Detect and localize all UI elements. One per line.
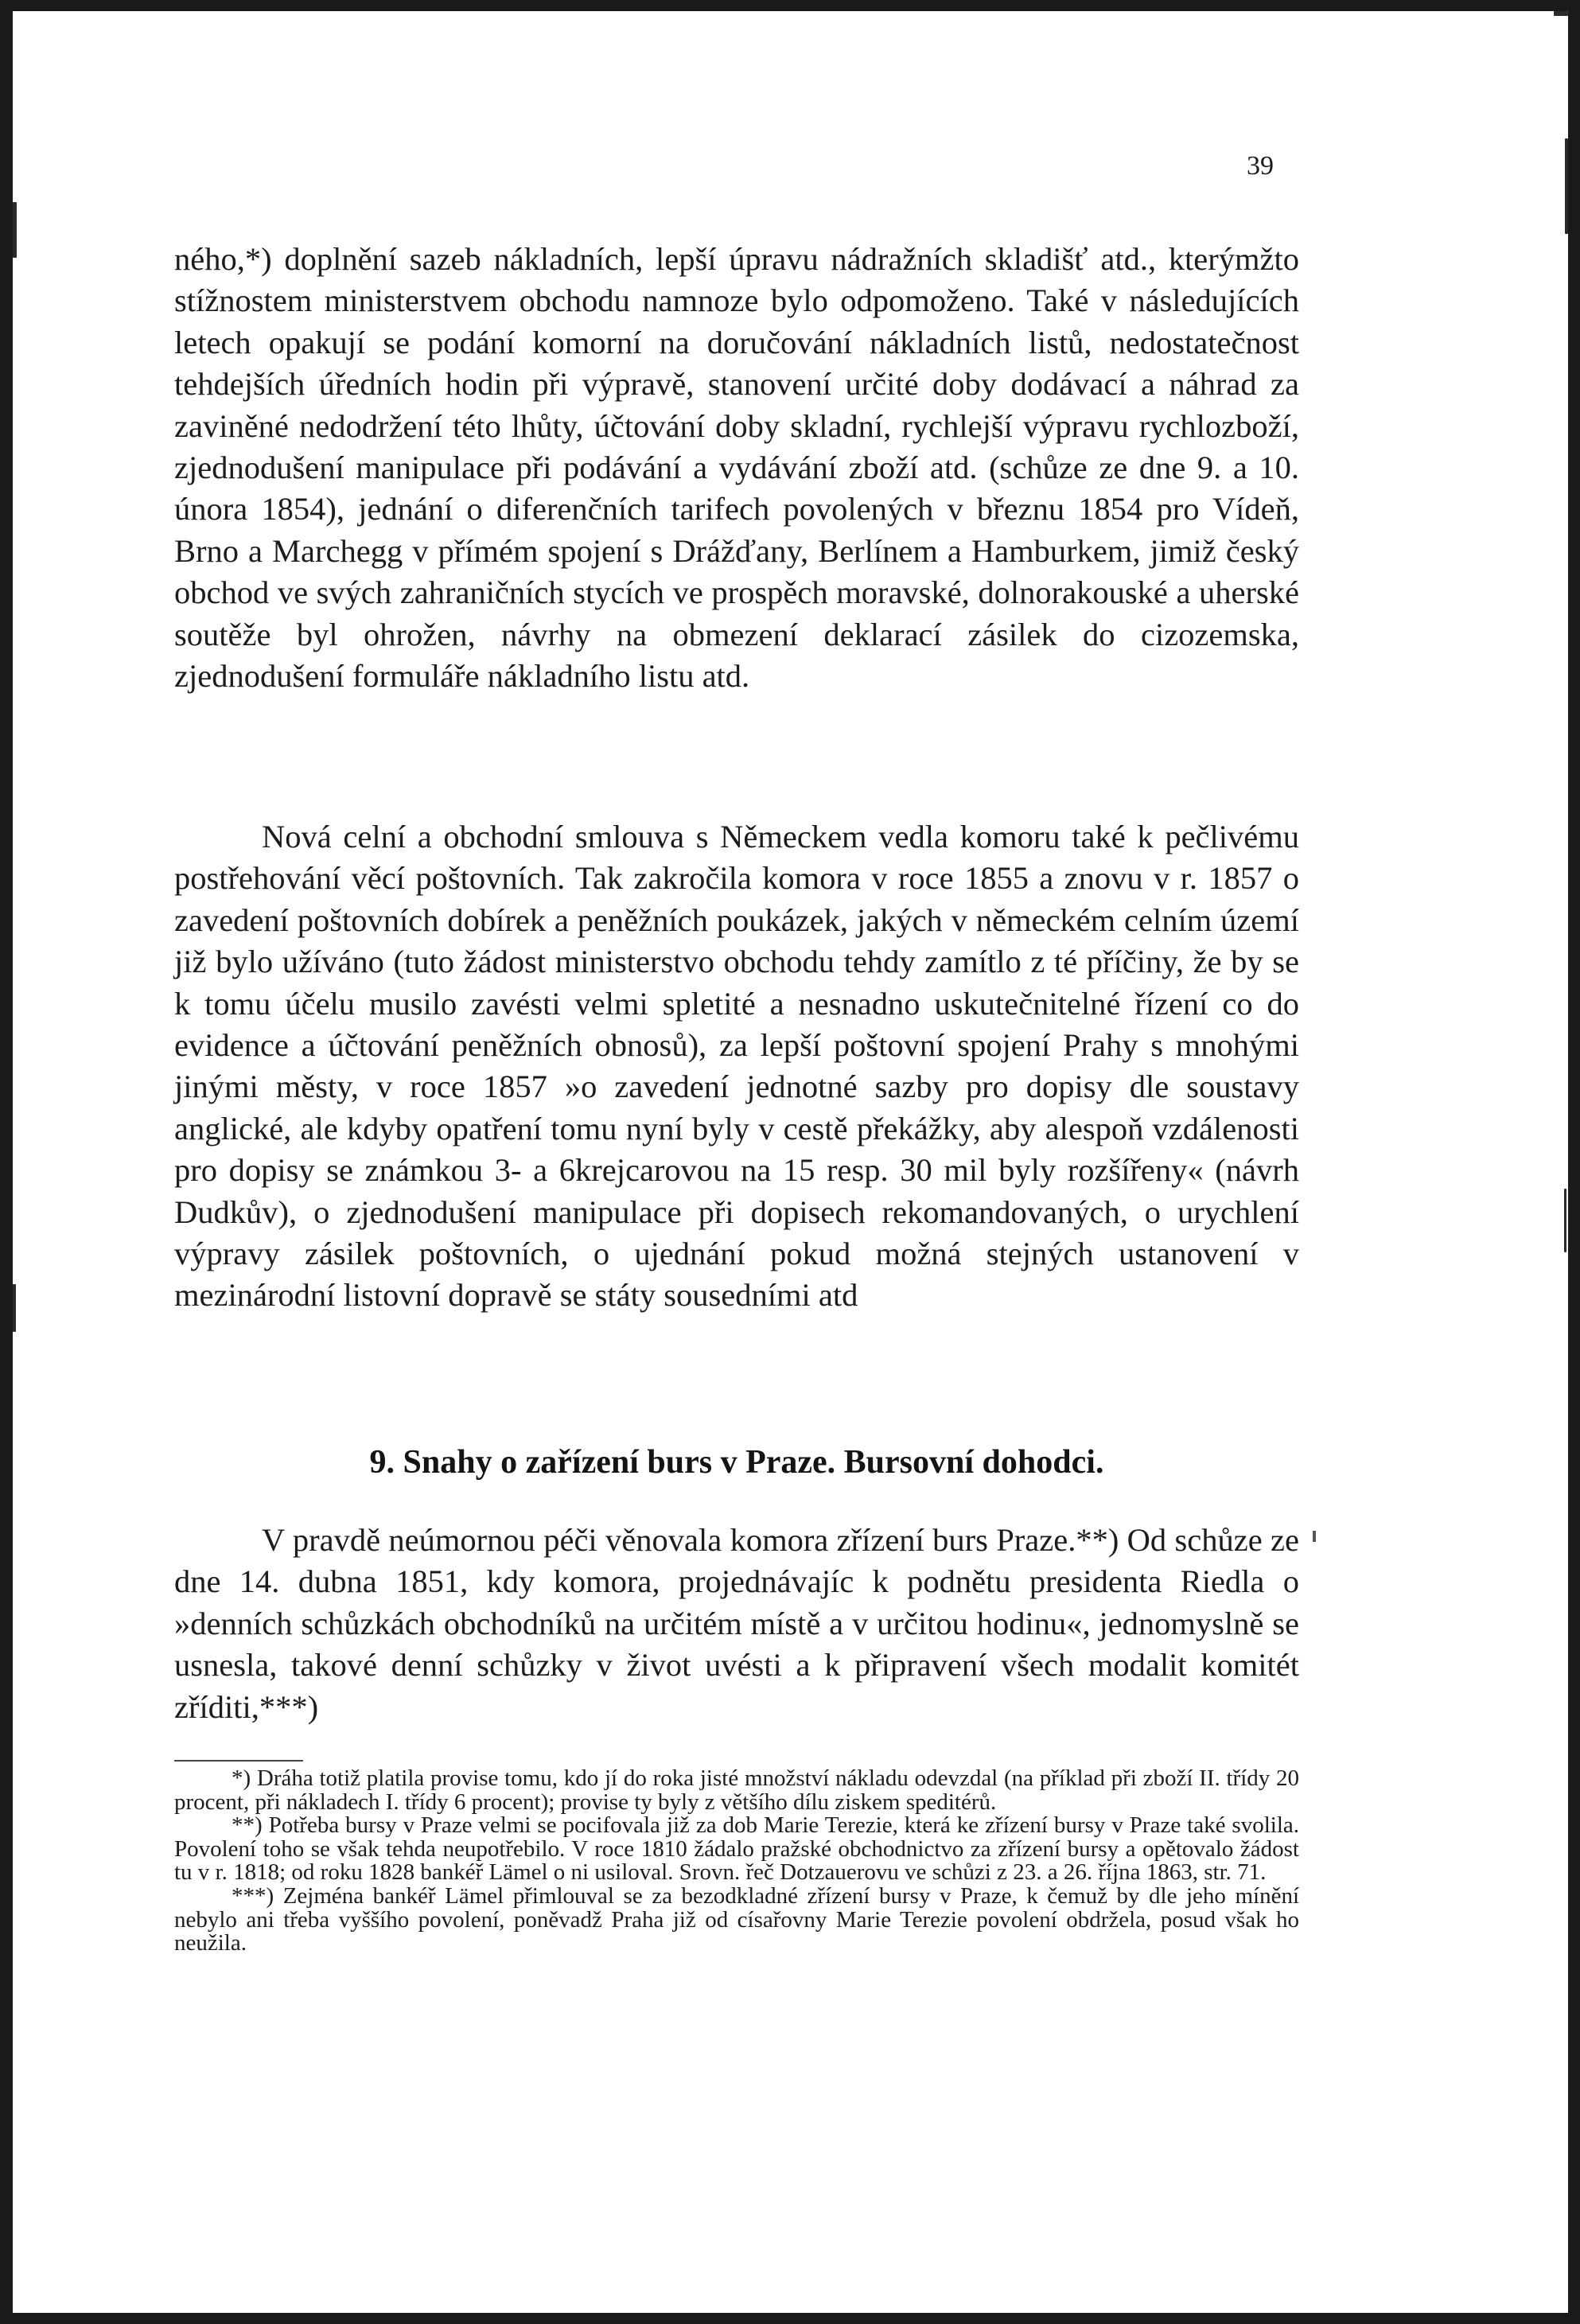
footnote-divider <box>174 1760 303 1761</box>
footnote-1: *) Dráha totiž platila provise tomu, kdo jí do roka jisté množství nákladu odevzdal (na příklad při zboží II. třídy 20 procent, při nákladech I. třídy 6 procent); provise ty byly z většího dílu ziskem speditérů. <box>174 1765 1299 1815</box>
scanned-page <box>13 11 1568 2313</box>
right-edge-mark-middle <box>1564 1189 1566 1252</box>
margin-tick <box>1313 1531 1316 1542</box>
footnote-3: ***) Zejména bankéř Lämel přimlouval se za bezodkladné zřízení bursy v Praze, k čemuž by dle jeho mínění nebylo ani třeba vyššího povolení, poněvadž Praha již od císařovny Marie Terezie povolení obdržela, posud však ho neužila. <box>174 1882 1299 1956</box>
paragraph-bourse: V pravdě neúmornou péči věnovala komora zřízení burs Praze.**) Od schůze ze dne 14. dubna 1851, kdy komora, projednávajíc k podnětu presidenta Riedla o »denních schůzkách obchodníků na určitém místě a v určitou hodinu«, jednomyslně se usnesla, takové denní schůzky v život uvésti a k připravení všech modalit komitét zříditi,***) <box>174 1522 1299 1725</box>
left-edge-mark <box>13 202 17 258</box>
paragraph-rail-transport: ného,*) doplnění sazeb nákladních, lepší úpravu nádražních skladišť atd., kterýmžto stížnostem ministerstvem obchodu namnoze bylo odpomoženo. Také v následujících letech opakují se podání komorní na doručování nákladních listů, nedostatečnost tehdejších úředních hodin při výpravě, stanovení určité doby dodávací a náhrad za zaviněné nedodržení této lhůty, účtování doby skladní, rychlejší výpravu rychlozboží, zjednodušení manipulace při podávání a vydávání zboží atd. (schůze ze dne 9. a 10. února 1854), jednání o diferenčních tarifech povolených v březnu 1854 pro Vídeň, Brno a Marchegg v přímém spojení s Drážďany, Berlínem a Hamburkem, jimiž český obchod ve svých zahraničních stycích ve prospěch moravské, dolnorakouské a uherské soutěže byl ohrožen, návrhy na obmezení deklarací zásilek do cizozemska, zjednodušení formuláře nákladního listu atd. <box>174 241 1299 695</box>
top-right-corner-mark <box>1554 11 1568 16</box>
footnotes <box>174 1767 1299 1956</box>
footnote-2: **) Potřeba bursy v Praze velmi se pocifovala již za dob Marie Terezie, která ke zřízení bursy v Praze také svolila. Povolení toho se však tehda neupotřebilo. V roce 1810 žádalo pražské obchodnictvo za zřízení bursy a opětovalo žádost tu v r. 1818; od roku 1828 bankéř Lämel o ni usiloval. Srovn. řeč Dotzauerovu ve schůzi z 23. a 26. října 1863, str. 71. <box>174 1812 1299 1886</box>
right-edge-mark <box>1565 138 1568 234</box>
paragraph-postal-matters: Nová celní a obchodní smlouva s Německem vedla komoru také k pečlivému postřehování věcí poštovních. Tak zakročila komora v roce 1855 a znovu v r. 1857 o zavedení poštovních dobírek a peněžních poukázek, jakých v německém celním území již bylo užíváno (tuto žádost ministerstvo obchodu tehdy zamítlo z té příčiny, že by se k tomu účelu musilo zavésti velmi spletité a nesnadno uskutečnitelné řízení co do evidence a účtování peněžních obnosů), za lepší poštovní spojení Prahy s mnohými jinými městy, v roce 1857 »o zavedení jednotné sazby pro dopisy dle soustavy anglické, ale kdyby opatření tomu nyní byly v cestě překážky, aby alespoň vzdálenosti pro dopisy se známkou 3- a 6krejcarovou na 15 resp. 30 mil byly rozšířeny« (návrh Dudkův), o zjednodušení manipulace při dopisech rekomandovaných, o urychlení výpravy zásilek poštovních, o ujednání pokud možná stejných ustanovení v mezinárodní listovní dopravě se státy sousedními atd <box>174 819 1299 1314</box>
left-edge-mark-lower <box>13 1284 16 1332</box>
page-number: 39 <box>1247 151 1274 181</box>
section-heading: 9. Snahy o zařízení burs v Praze. Bursovní dohodci. <box>369 1444 1104 1481</box>
